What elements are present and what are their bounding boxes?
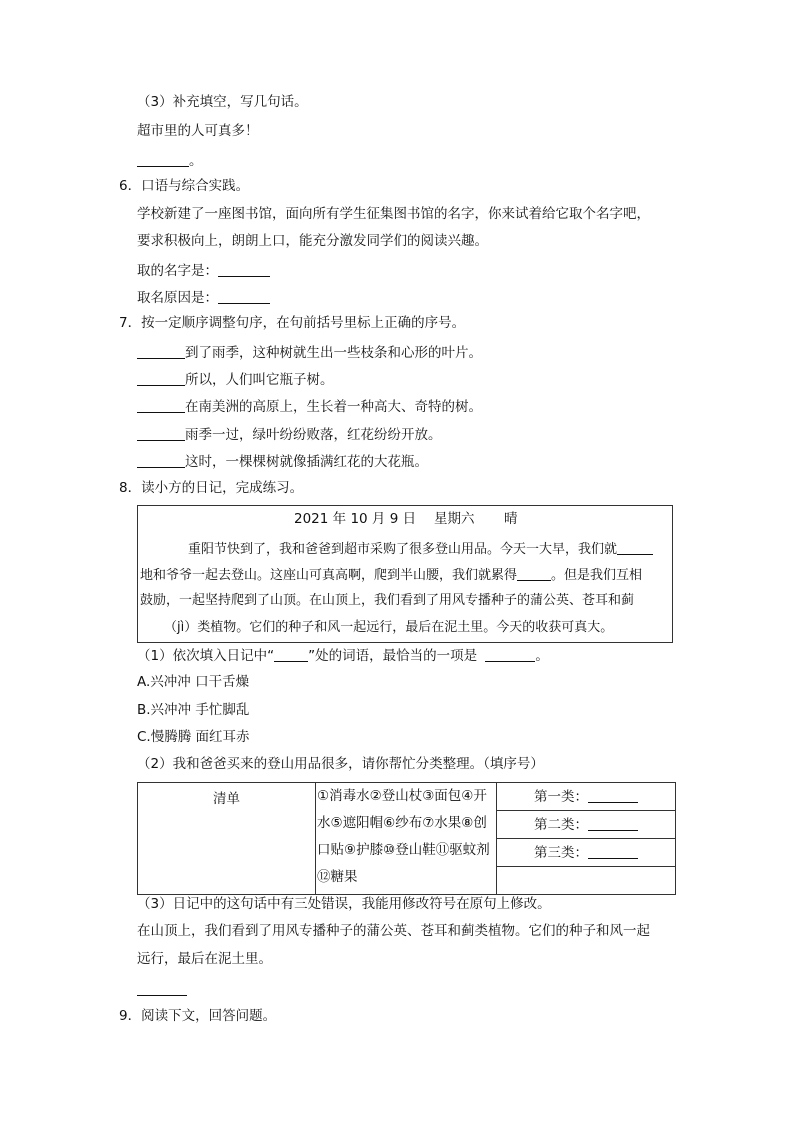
q8-3-prompt: （3）日记中的这句话中有三处错误，我能用修改符号在原句上修改。	[137, 896, 551, 912]
q6-body-line-1: 学校新建了一座图书馆，面向所有学生征集图书馆的名字，你来试着给它取个名字吧，	[137, 206, 650, 222]
q8-1-option-c: C.慢腾腾 面红耳赤	[137, 729, 250, 745]
q5-3-prompt: （3）补充填空，写几句话。	[137, 94, 308, 110]
q7-item: 雨季一过，绿叶纷纷败落，红花纷纷开放。	[137, 427, 442, 443]
order-blank[interactable]	[137, 427, 185, 441]
diary-line-3: 鼓励，一起坚持爬到了山顶。在山顶上，我们看到了用风专播种子的蒲公英、苍耳和蓟	[140, 593, 635, 608]
diary-box	[137, 505, 673, 643]
order-blank[interactable]	[137, 345, 185, 359]
q6-reason-row: 取名原因是：	[137, 290, 270, 306]
list-header: 清单	[138, 783, 316, 895]
q7-item: 所以，人们叫它瓶子树。	[137, 372, 334, 388]
order-blank[interactable]	[137, 454, 185, 468]
diary-weather: 晴	[504, 511, 518, 527]
diary-weekday: 星期六	[434, 511, 475, 527]
category-blank[interactable]	[588, 817, 638, 831]
q7-item: 到了雨季，这种树就生出一些枝条和心形的叶片。	[137, 345, 482, 361]
q6-title: 6．口语与综合实践。	[119, 178, 250, 194]
q8-title: 8．读小方的日记，完成练习。	[119, 480, 304, 496]
diary-blank[interactable]	[517, 567, 551, 581]
answer-blank[interactable]	[137, 153, 189, 167]
q7-title: 7．按一定顺序调整句序，在句前括号里标上正确的序号。	[119, 315, 466, 331]
answer-blank[interactable]	[485, 648, 535, 662]
diary-blank[interactable]	[617, 541, 653, 555]
q6-name-row: 取的名字是：	[137, 263, 270, 279]
q7-item: 在南美洲的高原上，生长着一种高大、奇特的树。	[137, 399, 482, 415]
answer-blank[interactable]	[137, 982, 187, 996]
category-blank[interactable]	[588, 845, 638, 859]
q8-1-option-b: B.兴冲冲 手忙脚乱	[137, 702, 250, 718]
empty-cell	[497, 867, 676, 895]
diary-line-2: 地和爷爷一起去登山。这座山可真高啊，爬到半山腰，我们就累得 。但是我们互相	[140, 568, 643, 583]
q8-2-prompt: （2）我和爸爸买来的登山用品很多，请你帮忙分类整理。（填序号）	[137, 756, 544, 772]
q8-3-answer-line	[137, 982, 187, 998]
q8-1-prompt: （1）依次填入日记中“ ”处的词语，最恰当的一项是 。	[137, 648, 549, 664]
q7-item: 这时，一棵棵树就像插满红花的大花瓶。	[137, 454, 428, 470]
q6-body-line-2: 要求积极向上，朗朗上口，能充分激发同学们的阅读兴趣。	[137, 233, 488, 249]
category-3: 第三类：	[497, 839, 676, 867]
q8-3-sentence-2: 远行，最后在泥土里。	[137, 951, 272, 967]
category-1: 第一类：	[497, 783, 676, 811]
diary-line-1: 重阳节快到了，我和爸爸到超市采购了很多登山用品。今天一大早，我们就	[188, 541, 653, 556]
q5-3-sentence: 超市里的人可真多！	[137, 123, 259, 139]
q8-1-option-a: A.兴冲冲 口干舌燥	[137, 674, 250, 690]
classification-table	[137, 782, 676, 895]
q8-3-sentence-1: 在山顶上，我们看到了用风专播种子的蒲公英、苍耳和蓟类植物。它们的种子和风一起	[137, 923, 650, 939]
q9-title: 9．阅读下文，回答问题。	[119, 1008, 277, 1024]
name-blank[interactable]	[218, 263, 270, 277]
list-items: ①消毒水②登山杖③面包④开水⑤遮阳帽⑥纱布⑦水果⑧创口贴⑨护膝⑩登山鞋⑪驱蚊剂⑫糖果	[316, 783, 497, 895]
order-blank[interactable]	[137, 372, 185, 386]
category-2: 第二类：	[497, 811, 676, 839]
diary-date: 2021 年 10 月 9 日	[294, 511, 417, 527]
order-blank[interactable]	[137, 399, 185, 413]
diary-line-4: （jì）类植物。它们的种子和风一起远行，最后在泥土里。今天的收获可真大。	[164, 620, 614, 635]
category-blank[interactable]	[588, 789, 638, 803]
q5-3-answer-line: 。	[137, 153, 203, 169]
reason-blank[interactable]	[218, 290, 270, 304]
